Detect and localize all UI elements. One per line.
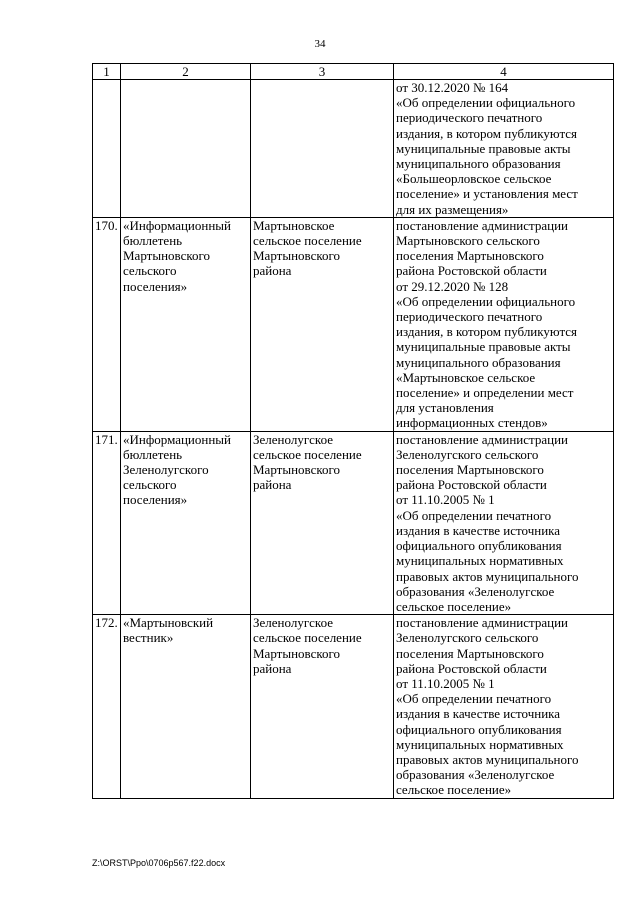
publication-name	[121, 80, 251, 218]
legal-act: от 30.12.2020 № 164 «Об определении официального периодического печатного издания, в котором публикуются муниципальные правовые акты муниципального образования «Большеорловское сельское поселение» и установления мест для их размещения»	[394, 80, 614, 218]
table-header-row	[93, 64, 614, 80]
settlement-name	[251, 80, 394, 218]
footer-file-path: Z:\ORST\Ppo\0706p567.f22.docx	[92, 858, 226, 868]
settlement-name: Зеленолугское сельское поселение Мартыновского района	[251, 431, 394, 614]
table-row	[93, 615, 614, 798]
publication-name: «Информационный бюллетень Мартыновского сельского поселения»	[121, 217, 251, 431]
row-number: 170.	[93, 217, 121, 431]
column-header: 2	[121, 64, 251, 80]
column-header: 1	[93, 64, 121, 80]
legal-act: постановление администрации Зеленолугского сельского поселения Мартыновского района Ростовской области от 11.10.2005 № 1 «Об определении печатного издания в качестве источника официального опубликования муниципальных нормативных правовых актов муниципального образования «Зеленолугское сельское поселение»	[394, 615, 614, 798]
publication-name: «Информационный бюллетень Зеленолугского сельского поселения»	[121, 431, 251, 614]
registry-table	[92, 63, 614, 799]
column-header: 4	[394, 64, 614, 80]
row-number	[93, 80, 121, 218]
settlement-name: Мартыновское сельское поселение Мартыновского района	[251, 217, 394, 431]
table-row	[93, 217, 614, 431]
page-number: 34	[314, 38, 326, 50]
publication-name: «Мартыновский вестник»	[121, 615, 251, 798]
settlement-name: Зеленолугское сельское поселение Мартыновского района	[251, 615, 394, 798]
legal-act: постановление администрации Мартыновского сельского поселения Мартыновского района Ростовской области от 29.12.2020 № 128 «Об определении официального периодического печатного издания, в котором публикуются муниципальные правовые акты муниципального образования «Мартыновское сельское поселение» и определении мест для установления информационных стендов»	[394, 217, 614, 431]
row-number: 172.	[93, 615, 121, 798]
table-row	[93, 80, 614, 218]
table-row	[93, 431, 614, 614]
row-number: 171.	[93, 431, 121, 614]
column-header: 3	[251, 64, 394, 80]
legal-act: постановление администрации Зеленолугского сельского поселения Мартыновского района Ростовской области от 11.10.2005 № 1 «Об определении печатного издания в качестве источника официального опубликования муниципальных нормативных правовых актов муниципального образования «Зеленолугское сельское поселение»	[394, 431, 614, 614]
